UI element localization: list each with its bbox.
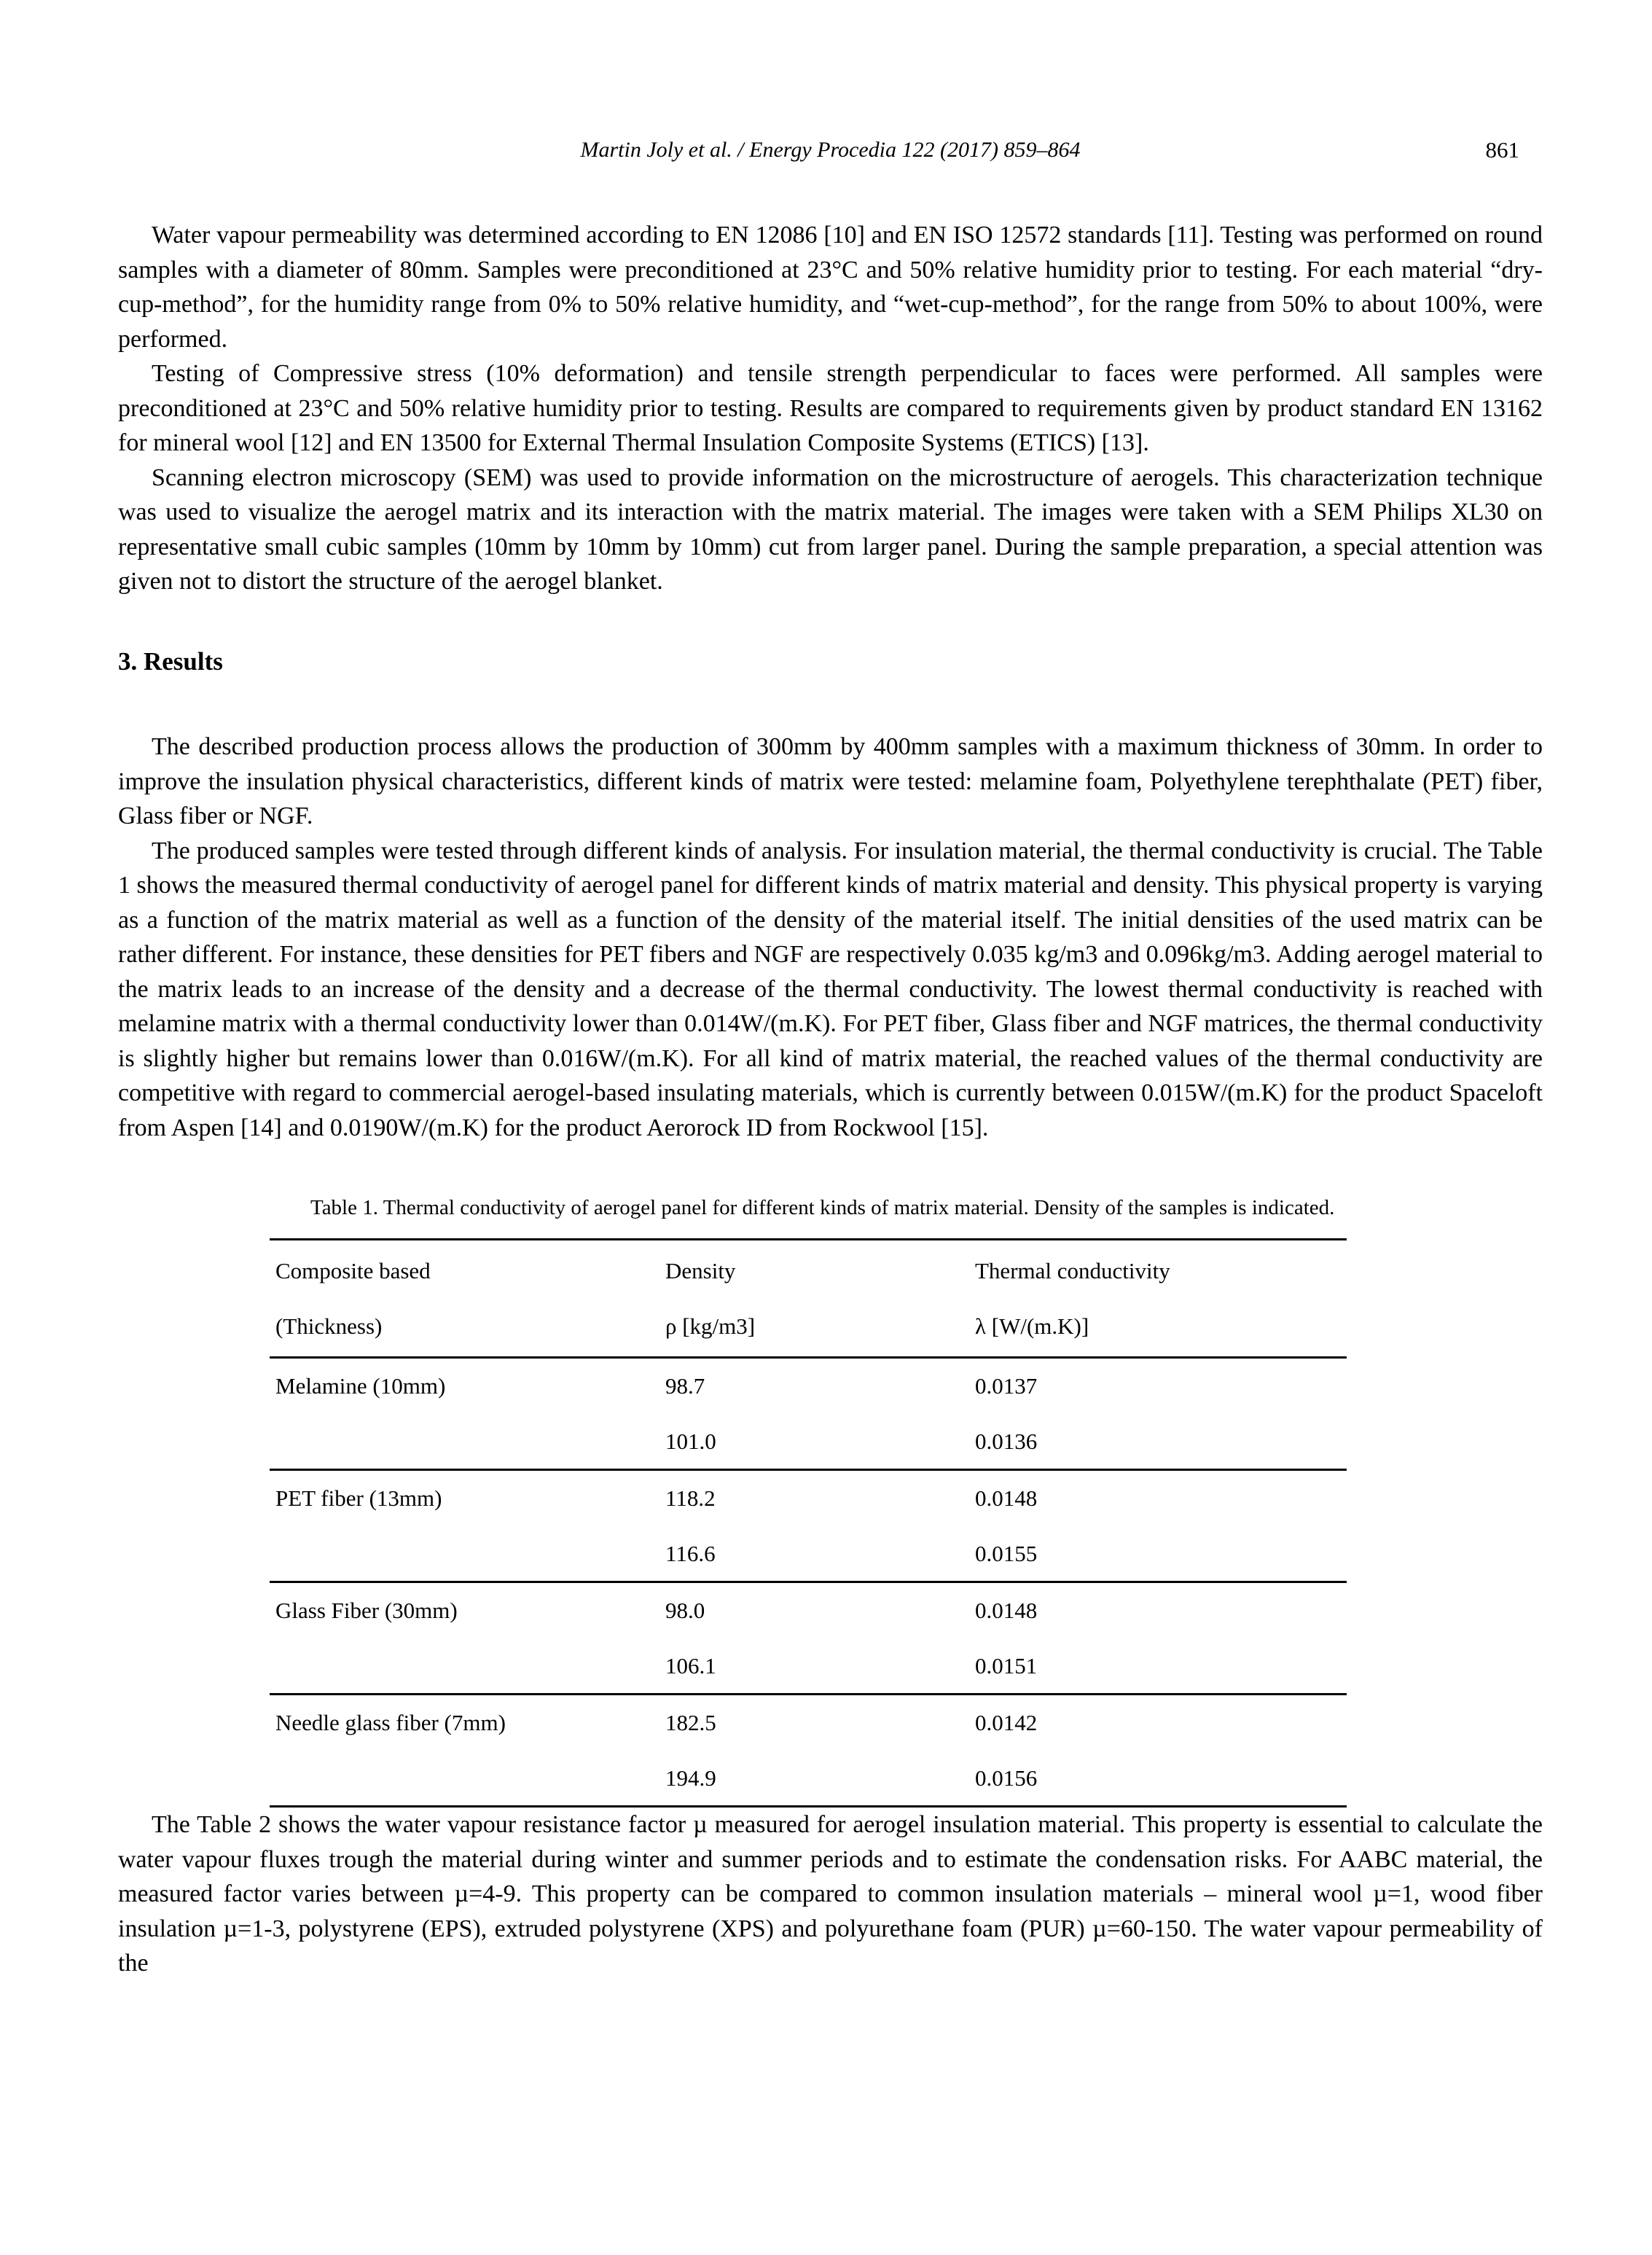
- conductivity-cell: 0.0136: [975, 1428, 1038, 1454]
- page-header: [118, 135, 1543, 165]
- column-header-composite-line2: (Thickness): [275, 1313, 383, 1339]
- table-row: [270, 1414, 1347, 1470]
- conductivity-cell: 0.0151: [975, 1652, 1038, 1678]
- table-row: [270, 1358, 1347, 1414]
- material-cell: [270, 1751, 659, 1807]
- conductivity-cell: 0.0148: [969, 1582, 1347, 1638]
- table-header-row: [270, 1240, 1347, 1358]
- column-header-composite: [270, 1240, 659, 1358]
- table-row: [270, 1695, 1347, 1751]
- material-cell: [270, 1526, 659, 1582]
- table1-header: [270, 1240, 1347, 1358]
- table1: [270, 1238, 1347, 1807]
- paragraph-production-process: The described production process allows the production of 300mm by 400mm samples with a maximum thickness of 30mm. In order to improve the insulation physical characteristics, different kinds of matrix were tested: melamine foam, Polyethylene terephthalate (PET) fiber, Glass fiber or NGF.: [118, 733, 1543, 829]
- conductivity-cell: 0.0148: [969, 1470, 1347, 1526]
- column-header-density-line1: Density: [665, 1258, 736, 1283]
- column-header-conductivity: [969, 1240, 1347, 1358]
- conductivity-cell: 0.0156: [975, 1764, 1038, 1791]
- paragraph-sem: Scanning electron microscopy (SEM) was used to provide information on the microstructure of aerogels. This characterization technique was used to visualize the aerogel matrix and its interaction with the matrix material. The images were taken with a SEM Philips XL30 on representative small cubic samples (10mm by 10mm by 10mm) cut from larger panel. During the sample preparation, a special attention was given not to distort the structure of the aerogel blanket.: [118, 464, 1543, 595]
- density-cell: 106.1: [665, 1652, 716, 1678]
- body-text: [118, 218, 1543, 1981]
- density-cell: 118.2: [659, 1470, 969, 1526]
- density-cell: 182.5: [659, 1695, 969, 1751]
- density-cell: 98.7: [665, 1373, 705, 1399]
- column-header-density-line2: ρ [kg/m3]: [665, 1313, 756, 1339]
- material-cell: Melamine (10mm): [275, 1373, 446, 1399]
- column-header-density: [659, 1240, 969, 1358]
- paragraph-water-vapour-permeability: Water vapour permeability was determined according to EN 12086 [10] and EN ISO 12572 standards [11]. Testing was performed on round samples with a diameter of 80mm. Samples were preconditioned at 23°C and 50% relative humidity prior to testing. For each material “dry-cup-method”, for the humidity range from 0% to 50% relative humidity, and “wet-cup-method”, for the range from 50% to about 100%, were performed.: [118, 222, 1543, 353]
- paragraph-samples-tested: The produced samples were tested through different kinds of analysis. For insulation material, the thermal conductivity is crucial. The Table 1 shows the measured thermal conductivity of aerogel panel for different kinds of matrix material and density. This physical property is varying as a function of the matrix material as well as a function of the density of the material itself. The initial densities of the used matrix can be rather different. For instance, these densities for PET fibers and NGF are respectively 0.035 kg/m3 and 0.096kg/m3. Adding aerogel material to the matrix leads to an increase of the density and a decrease of the thermal conductivity. The lowest thermal conductivity is reached with melamine matrix with a thermal conductivity lower than 0.014W/(m.K). For PET fiber, Glass fiber and NGF matrices, the thermal conductivity is slightly higher but remains lower than 0.016W/(m.K). For all kind of matrix material, the reached values of the thermal conductivity are competitive with regard to commercial aerogel-based insulating materials, which is currently between 0.015W/(m.K) for the product Spaceloft from Aspen [14] and 0.0190W/(m.K) for the product Aerorock ID from Rockwool [15].: [118, 837, 1543, 1141]
- material-cell: [270, 1638, 659, 1695]
- table1-caption: Table 1. Thermal conductivity of aerogel panel for different kinds of matrix material. Density of the samples is indicated.: [310, 1196, 1335, 1219]
- conductivity-cell: 0.0142: [969, 1695, 1347, 1751]
- conductivity-cell: 0.0155: [975, 1540, 1038, 1566]
- paragraph-water-vapour-resistance: The Table 2 shows the water vapour resistance factor µ measured for aerogel insulation material. This property is essential to calculate the water vapour fluxes trough the material during winter and summer periods and to estimate the condensation risks. For AABC material, the measured factor varies between µ=4-9. This property can be compared to common insulation materials – mineral wool µ=1, wood fiber insulation µ=1-3, polystyrene (EPS), extruded polystyrene (XPS) and polyurethane foam (PUR) µ=60-150. The water vapour permeability of the: [118, 1811, 1543, 1977]
- paragraph-compressive-stress: Testing of Compressive stress (10% deformation) and tensile strength perpendicular to faces were performed. All samples were preconditioned at 23°C and 50% relative humidity prior to testing. Results are compared to requirements given by product standard EN 13162 for mineral wool [12] and EN 13500 for External Thermal Insulation Composite Systems (ETICS) [13].: [118, 360, 1543, 456]
- running-head: Martin Joly et al. / Energy Procedia 122 (2017) 859–864: [580, 138, 1081, 162]
- column-header-conductivity-line2: λ [W/(m.K)]: [975, 1313, 1089, 1339]
- material-cell: Needle glass fiber (7mm): [270, 1695, 659, 1751]
- table-row: [270, 1470, 1347, 1526]
- table-row: [270, 1751, 1347, 1807]
- table1-body: [270, 1358, 1347, 1807]
- section-heading-results: 3. Results: [118, 646, 223, 676]
- density-cell: 116.6: [665, 1540, 716, 1566]
- page-number: 861: [1485, 137, 1519, 163]
- column-header-conductivity-line1: Thermal conductivity: [975, 1258, 1170, 1283]
- density-cell: 194.9: [665, 1764, 716, 1791]
- table-row: [270, 1526, 1347, 1582]
- table-row: [270, 1582, 1347, 1638]
- density-cell: 98.0: [659, 1582, 969, 1638]
- table-row: [270, 1638, 1347, 1695]
- material-cell: Glass Fiber (30mm): [270, 1582, 659, 1638]
- column-header-composite-line1: Composite based: [275, 1258, 431, 1283]
- material-cell: [270, 1414, 659, 1470]
- material-cell: PET fiber (13mm): [270, 1470, 659, 1526]
- density-cell: 101.0: [665, 1428, 716, 1454]
- conductivity-cell: 0.0137: [975, 1373, 1038, 1399]
